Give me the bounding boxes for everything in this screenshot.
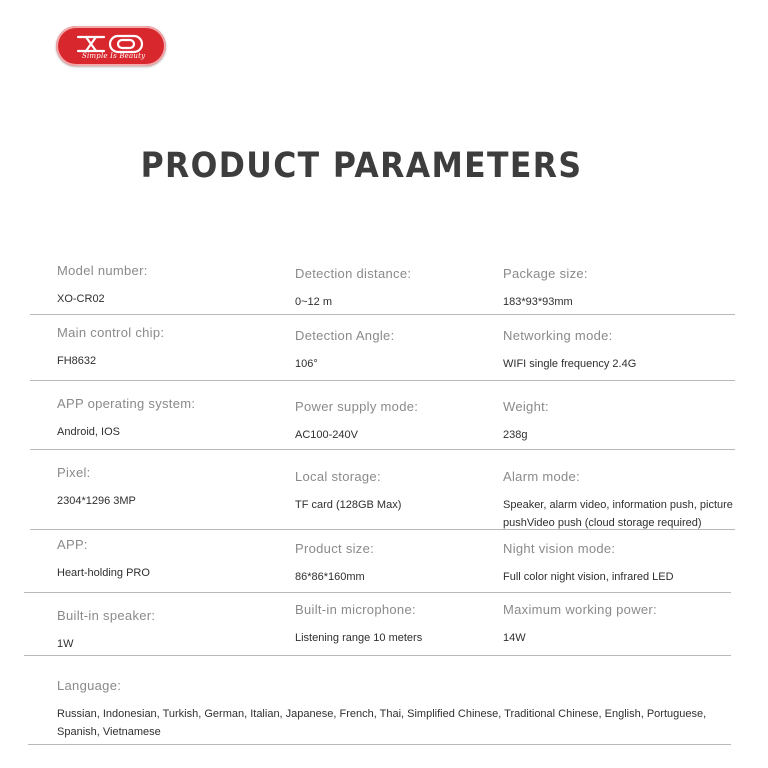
- param-product-size: [295, 541, 490, 586]
- param-value: 86*86*160mm: [295, 571, 365, 583]
- param-label: Product size:: [295, 541, 375, 556]
- param-night-vision: [503, 541, 748, 586]
- divider: [30, 449, 735, 450]
- param-alarm-mode: [503, 469, 748, 532]
- param-speaker: [57, 608, 272, 653]
- divider: [24, 592, 731, 593]
- param-detection-angle: [295, 328, 490, 373]
- param-label: Power supply mode:: [295, 399, 419, 414]
- param-value: 0~12 m: [295, 296, 332, 308]
- param-label: Language:: [57, 678, 122, 693]
- param-label: Local storage:: [295, 469, 381, 484]
- param-model-number: [57, 263, 272, 308]
- param-detection-distance: [295, 266, 490, 311]
- param-value: 106°: [295, 358, 318, 370]
- divider: [28, 744, 731, 745]
- param-label: Detection distance:: [295, 266, 412, 281]
- param-microphone: [295, 602, 490, 647]
- param-value: FH8632: [57, 355, 97, 367]
- param-label: Built-in microphone:: [295, 602, 416, 617]
- param-label: Model number:: [57, 263, 148, 278]
- xo-logo-mark: [56, 26, 166, 66]
- param-label: APP operating system:: [57, 396, 196, 411]
- param-value: 1W: [57, 638, 74, 650]
- page-title: PRODUCT PARAMETERS: [140, 146, 583, 186]
- param-app-os: [57, 396, 272, 441]
- param-label: Alarm mode:: [503, 469, 580, 484]
- param-local-storage: [295, 469, 490, 514]
- param-app: [57, 537, 272, 582]
- param-label: Night vision mode:: [503, 541, 616, 556]
- param-main-chip: [57, 325, 272, 370]
- param-networking-mode: [503, 328, 748, 373]
- param-language: [57, 678, 737, 741]
- divider: [30, 380, 735, 381]
- param-value: 238g: [503, 429, 528, 441]
- logo-tagline: Simple Is Beauty: [82, 52, 146, 60]
- param-label: Networking mode:: [503, 328, 613, 343]
- param-value: Heart-holding PRO: [57, 567, 150, 579]
- param-value: Full color night vision, infrared LED: [503, 571, 674, 583]
- param-power-supply: [295, 399, 490, 444]
- param-label: Built-in speaker:: [57, 608, 156, 623]
- param-max-power: [503, 602, 748, 647]
- param-value: TF card (128GB Max): [295, 499, 402, 511]
- param-label: Package size:: [503, 266, 588, 281]
- xo-logo: [56, 26, 166, 66]
- divider: [30, 314, 735, 315]
- param-label: Main control chip:: [57, 325, 165, 340]
- param-label: Maximum working power:: [503, 602, 657, 617]
- param-value: WIFI single frequency 2.4G: [503, 358, 637, 370]
- divider: [30, 529, 735, 530]
- param-value: Android, IOS: [57, 426, 120, 438]
- param-pixel: [57, 465, 272, 510]
- param-value: 183*93*93mm: [503, 296, 573, 308]
- param-value: AC100-240V: [295, 429, 358, 441]
- param-value: Speaker, alarm video, information push, picture pushVideo push (cloud storage required): [503, 499, 733, 529]
- param-value: Russian, Indonesian, Turkish, German, Italian, Japanese, French, Thai, Simplified Chinese, Traditional Chinese, English, Portuguese, Spanish, Vietnamese: [57, 708, 707, 738]
- divider: [24, 655, 731, 656]
- param-label: Weight:: [503, 399, 549, 414]
- param-value: Listening range 10 meters: [295, 632, 423, 644]
- param-value: 14W: [503, 632, 526, 644]
- param-label: Pixel:: [57, 465, 91, 480]
- param-label: APP:: [57, 537, 88, 552]
- param-value: XO-CR02: [57, 293, 105, 305]
- param-package-size: [503, 266, 748, 311]
- param-value: 2304*1296 3MP: [57, 495, 136, 507]
- param-weight: [503, 399, 748, 444]
- param-label: Detection Angle:: [295, 328, 395, 343]
